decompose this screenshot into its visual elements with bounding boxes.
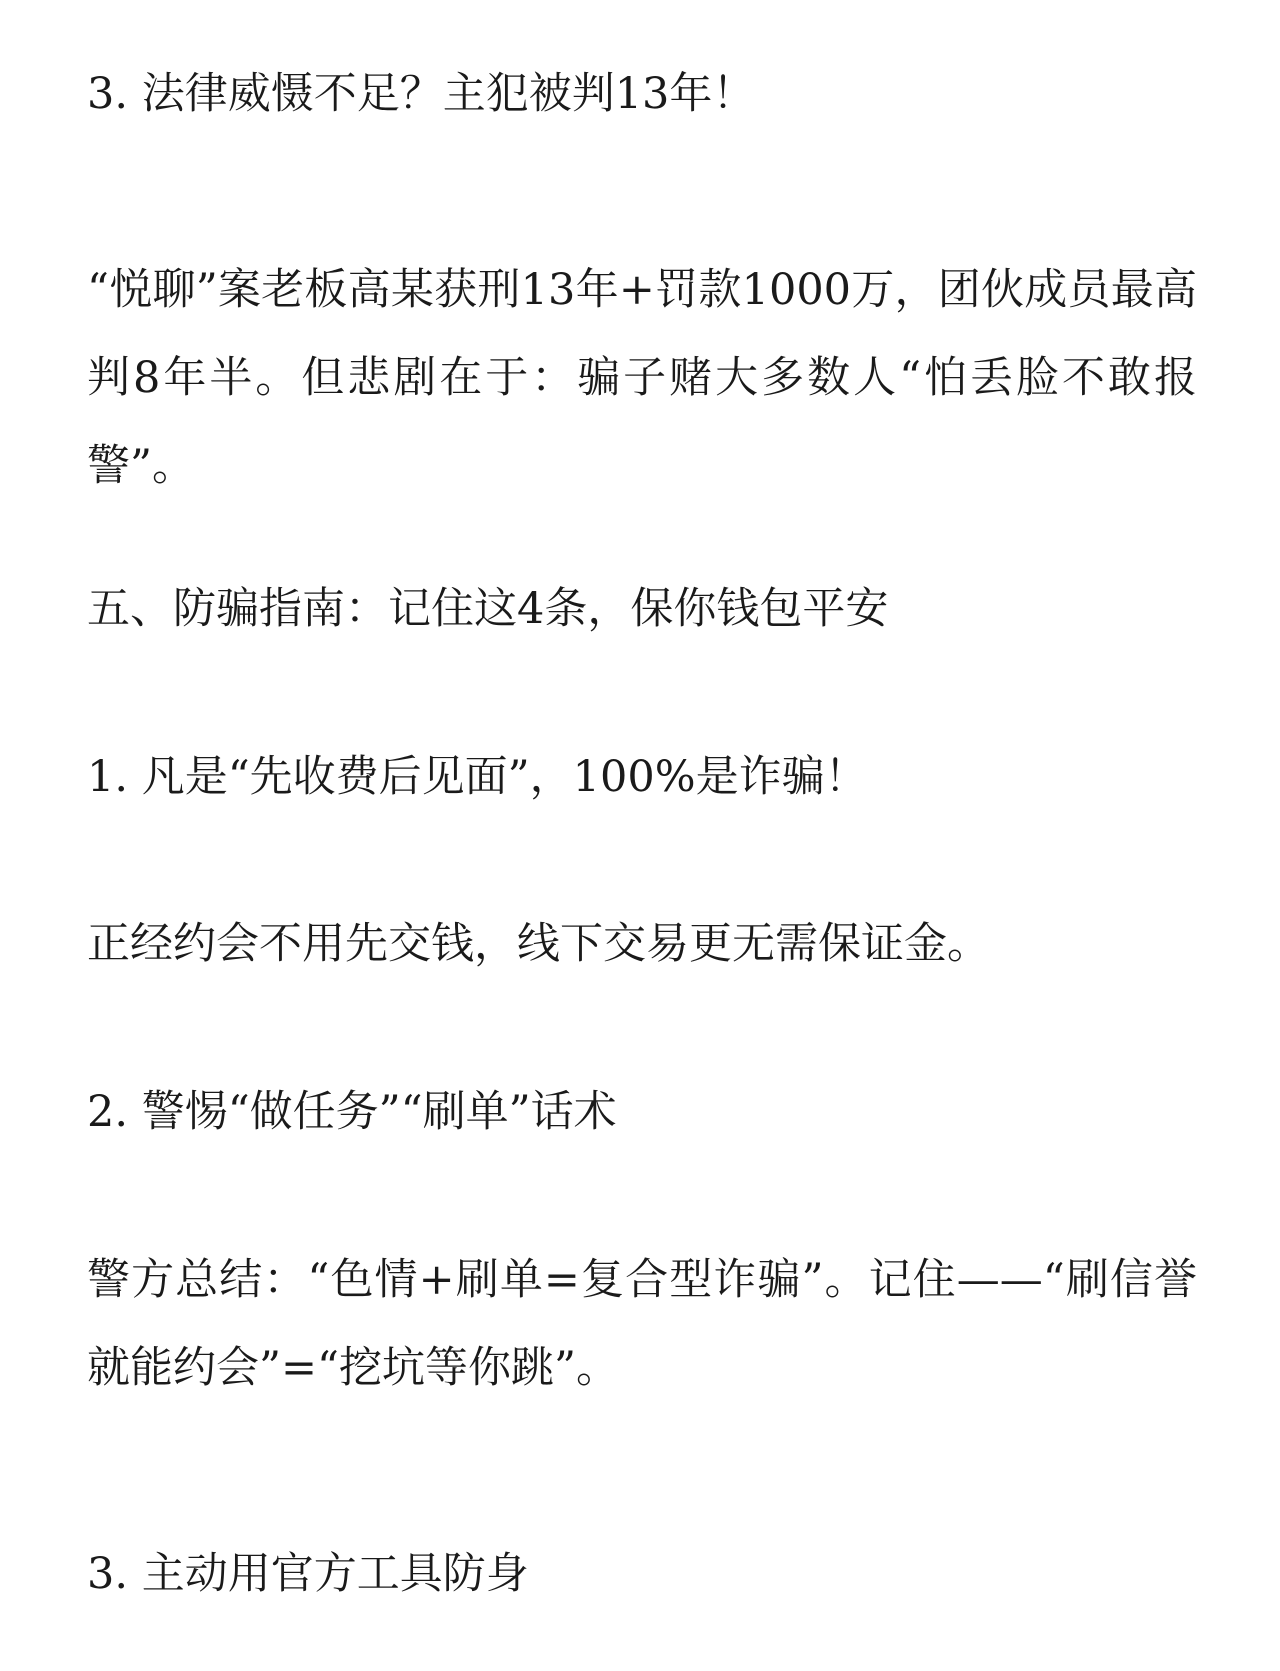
paragraph-case-sentence: “悦聊”案老板高某获刑13年+罚款1000万，团伙成员最高判8年半。但悲剧在于：骗子赌大多数人“怕丢脸不敢报警”。 <box>87 265 1197 491</box>
tip-3-heading: 3. 主动用官方工具防身 <box>87 1549 529 1599</box>
tip-1-heading: 1. 凡是“先收费后见面”，100%是诈骗！ <box>87 752 868 802</box>
tip-2-heading: 2. 警惕“做任务”“刷单”话术 <box>87 1087 617 1137</box>
tip-1-body: 正经约会不用先交钱，线下交易更无需保证金。 <box>87 919 990 969</box>
heading-law-deterrence: 3. 法律威慑不足？主犯被判13年！ <box>87 69 756 119</box>
tip-2-body: 警方总结：“色情+刷单=复合型诈骗”。记住——“刷信誉就能约会”=“挖坑等你跳”。 <box>87 1255 1197 1393</box>
section-title-anti-fraud-guide: 五、防骗指南：记住这4条，保你钱包平安 <box>87 584 889 634</box>
